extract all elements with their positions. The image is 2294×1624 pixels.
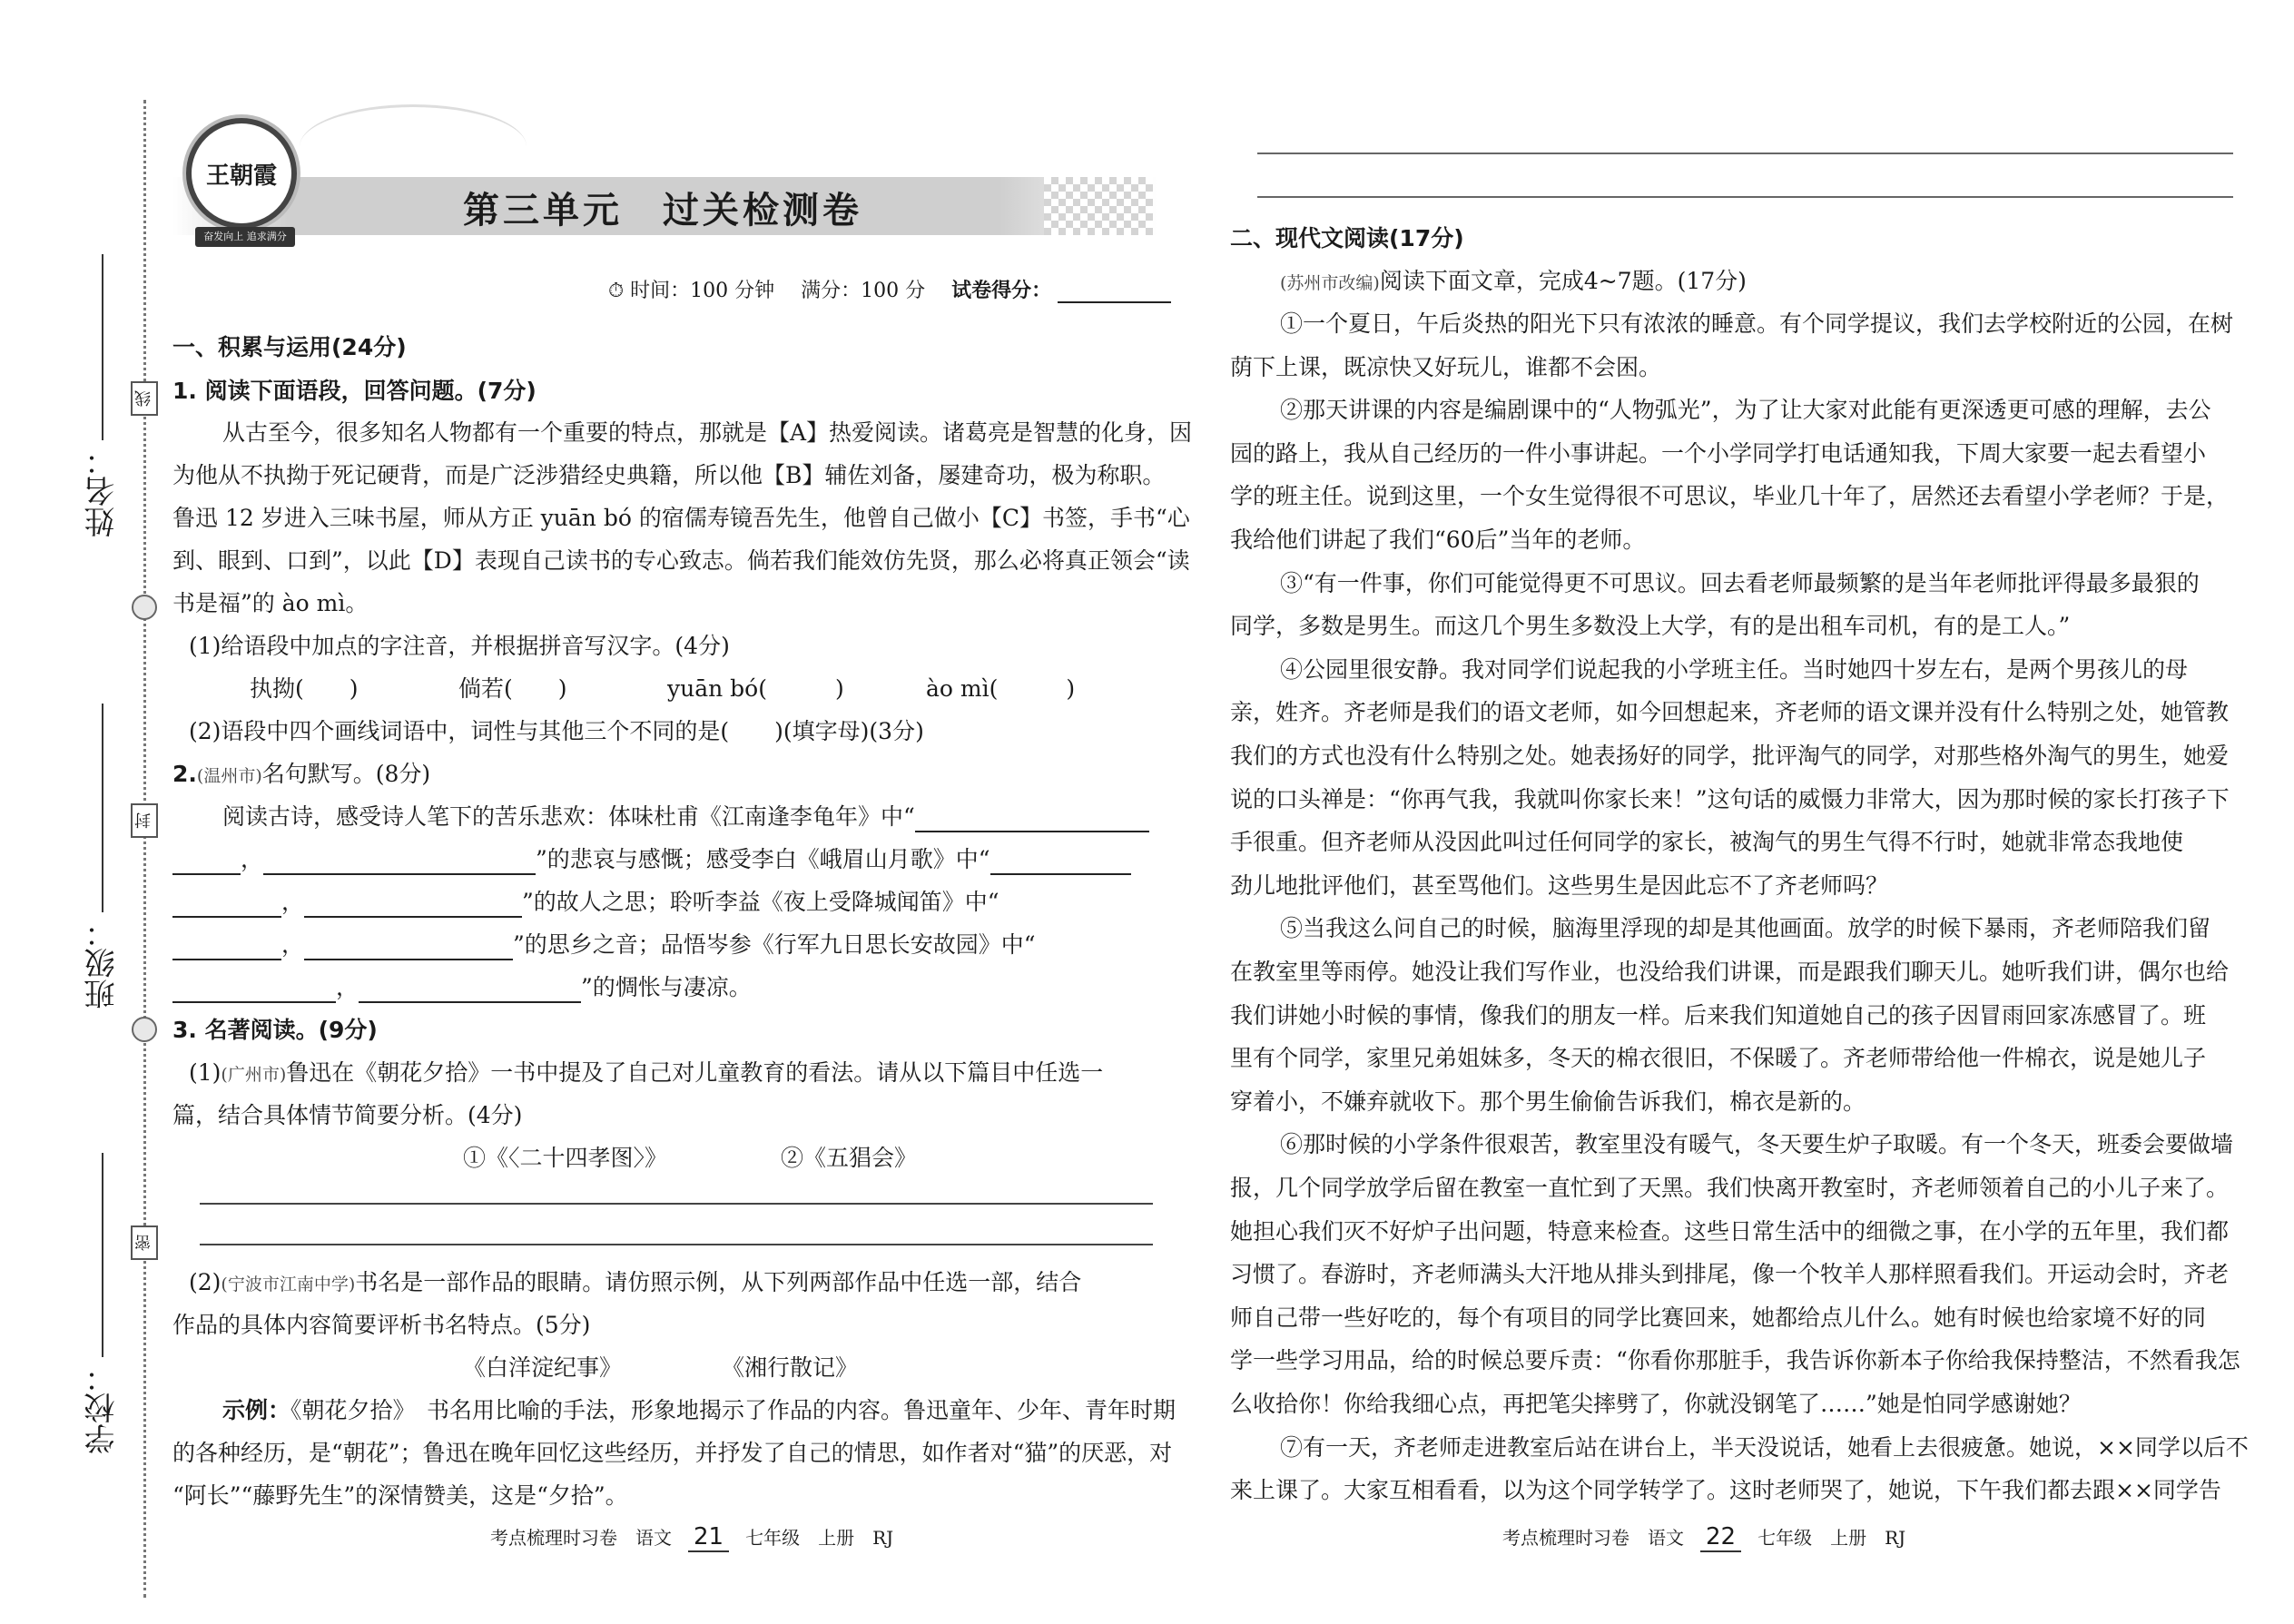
school-write-line[interactable]	[102, 1153, 103, 1357]
name-label: 姓名：	[84, 445, 121, 537]
passage-line: 学一些学习用品，给的时候总要斥责：“你看你那脏手，我告诉你新本子你给我保持整洁，不然看我怎	[1230, 1347, 2240, 1374]
page-number: 22	[1700, 1523, 1741, 1552]
passage-line: ②那天讲课的内容是编剧课中的“人物弧光”，为了让大家对此能有更深透更可感的理解，去公	[1280, 397, 2211, 424]
q1-para-line: 书是福”的 ào mì。	[172, 590, 369, 616]
answer-blank[interactable]	[304, 935, 513, 960]
passage-line: 穿着小，不嫌弃就收下。那个男生偷偷告诉我们，棉衣是新的。	[1230, 1088, 1866, 1115]
punch-hole-icon	[132, 595, 157, 620]
q2-line: ， ”的惆怅与凄凉。	[172, 972, 752, 1003]
passage-line: 习惯了。春游时，齐老师满头大汗地从排头到排尾，像一个牧羊人那样照看我们。开运动会时，齐老	[1230, 1261, 2230, 1288]
cut-line	[143, 100, 146, 1598]
q2-line: ， ”的故人之思；聆听李益《夜上受降城闻笛》中“	[172, 887, 999, 918]
answer-line[interactable]	[200, 1244, 1153, 1245]
passage-line: ③“有一件事，你们可能觉得更不可思议。回去看老师最频繁的是当年老师批评得最多最狠的	[1280, 569, 2200, 596]
answer-blank[interactable]	[172, 935, 281, 960]
answer-line[interactable]	[1257, 196, 2233, 198]
clock-icon: ⏱	[608, 280, 625, 302]
binding-margin	[0, 0, 159, 1624]
passage-line: ①一个夏日，午后炎热的阳光下只有浓浓的睡意。有个同学提议，我们去学校附近的公园，在树	[1280, 310, 2234, 337]
passage-line: 学的班主任。说到这里，一个女生觉得很不可思议，毕业几十年了，居然还去看望小学老师？于是，	[1230, 483, 2230, 510]
answer-line[interactable]	[200, 1203, 1153, 1205]
right-footer: 考点梳理时习卷 语文 22 七年级 上册 RJ	[1502, 1523, 1906, 1550]
q1-sub1-blank[interactable]: 执拗( )	[250, 675, 359, 702]
answer-blank[interactable]	[915, 807, 1149, 832]
passage-line: 劲儿地批评他们，甚至骂他们。这些男生是因此忘不了齐老师吗？	[1230, 871, 1889, 899]
full-score: 满分：100 分	[801, 280, 926, 302]
q3-sub2-cont: 作品的具体内容简要评析书名特点。(5分)	[172, 1312, 591, 1338]
passage-line: 报，几个同学放学后留在教室一直忙到了天黑。我们快离开教室时，齐老师领着自己的小儿子来了。	[1230, 1175, 2230, 1201]
answer-blank[interactable]	[172, 850, 241, 875]
q3-sub1-cont: 篇，结合具体情节简要分析。(4分)	[172, 1102, 523, 1128]
answer-blank[interactable]	[304, 892, 522, 918]
seal-char-feng: 封	[131, 803, 158, 838]
page-title: 第三单元 过关检测卷	[463, 190, 862, 231]
passage-line: ④公园里很安静。我对同学们说起我的小学班主任。当时她四十岁左右，是两个男孩儿的母	[1280, 655, 2189, 683]
brand-slogan: 奋发向上 追求满分	[195, 227, 295, 247]
exam-meta	[608, 275, 1171, 303]
name-write-line[interactable]	[102, 254, 103, 440]
q3-sub1: (1)(广州市)鲁迅在《朝花夕拾》一书中提及了自己对儿童教育的看法。请从以下篇目中任选一	[189, 1059, 1104, 1086]
class-label: 班级：	[84, 917, 121, 1009]
example-line: 的各种经历，是“朝花”；鲁迅在晚年回忆这些经历，并抒发了自己的情思，如作者对“猫”的厌恶，对	[172, 1440, 1173, 1466]
q3-option: ①《〈二十四孝图〉》	[463, 1145, 668, 1171]
q3-heading: 3. 名著阅读。(9分)	[172, 1017, 378, 1043]
passage-line: 手很重。但齐老师从没因此叫过任何同学的家长，被淘气的男生气得不行时，她就非常态我地使	[1230, 829, 2184, 856]
score-input[interactable]	[1058, 278, 1171, 303]
passage-line: 我们讲她小时候的事情，像我们的朋友一样。后来我们知道她自己的孩子因冒雨回家冻感冒了。班	[1230, 1001, 2207, 1029]
answer-blank[interactable]	[359, 978, 581, 1003]
school-label: 学校：	[84, 1362, 121, 1454]
answer-blank[interactable]	[172, 978, 336, 1003]
passage-line: ⑦有一天，齐老师走进教室后站在讲台上，半天没说话，她看上去很疲惫。她说，××同学以后不	[1280, 1433, 2249, 1461]
passage-line: 来上课了。大家互相看看，以为这个同学转学了。这时老师哭了，她说，下午我们都去跟××同学告	[1230, 1477, 2221, 1504]
q1-sub2: (2)语段中四个画线词语中，词性与其他三个不同的是( )(填字母)(3分)	[189, 718, 924, 744]
example-line: 示例：《朝花夕拾》 书名用比喻的手法，形象地揭示了作品的内容。鲁迅童年、少年、青年时期	[222, 1397, 1177, 1423]
seal-char-mi: 密	[131, 1225, 158, 1260]
page-number: 21	[688, 1523, 729, 1552]
brand-logo: 王朝霞	[186, 118, 297, 229]
answer-blank[interactable]	[172, 892, 281, 918]
q3-book-option: 《白洋淀纪事》	[463, 1354, 623, 1381]
example-line: “阿长”“藤野先生”的深情赞美，这是“夕拾”。	[172, 1482, 628, 1509]
left-footer: 考点梳理时习卷 语文 21 七年级 上册 RJ	[490, 1523, 894, 1550]
reading-intro: (苏州市改编)阅读下面文章，完成4~7题。(17分)	[1280, 268, 1747, 294]
q1-sub1-blank[interactable]: ào mì( )	[926, 675, 1076, 702]
q1-heading: 1. 阅读下面语段，回答问题。(7分)	[172, 378, 537, 404]
q1-sub1-blank[interactable]: 倘若( )	[458, 675, 567, 702]
answer-line[interactable]	[1257, 153, 2233, 154]
q2-line: ， ”的悲哀与感慨；感受李白《峨眉山月歌》中“	[172, 844, 1131, 875]
left-page	[172, 0, 1193, 1624]
q3-book-option: 《湘行散记》	[722, 1354, 859, 1381]
answer-blank[interactable]	[990, 850, 1131, 875]
passage-line: 园的路上，我从自己经历的一件小事讲起。一个小学同学打电话通知我，下周大家要一起去看望小	[1230, 439, 2207, 467]
section-1-title: 一、积累与运用(24分)	[172, 334, 407, 360]
q1-para-line: 鲁迅 12 岁进入三味书屋，师从方正 yuān bó 的宿儒寿镜吾先生，他曾自己做小【C】书签，手书“心	[172, 505, 1190, 531]
class-write-line[interactable]	[102, 704, 103, 912]
answer-blank[interactable]	[263, 850, 536, 875]
passage-line: 说的口头禅是：“你再气我，我就叫你家长来！”这句话的威慑力非常大，因为那时候的家长打孩子下	[1230, 785, 2230, 812]
q1-sub1-blank[interactable]: yuān bó( )	[667, 675, 844, 702]
passage-line: 我们的方式也没有什么特别之处。她表扬好的同学，批评淘气的同学，对那些格外淘气的男生，她爱	[1230, 743, 2230, 769]
passage-line: 我给他们讲起了我们“60后”当年的老师。	[1230, 527, 1646, 553]
section-2-title: 二、现代文阅读(17分)	[1230, 225, 1464, 251]
passage-line: 里有个同学，家里兄弟姐妹多，冬天的棉衣很旧，不保暖了。齐老师带给他一件棉衣，说是她儿子	[1230, 1045, 2207, 1072]
q2-line: 阅读古诗，感受诗人笔下的苦乐悲欢：体味杜甫《江南逢李龟年》中“	[222, 802, 1149, 832]
passage-line: 亲，姓齐。齐老师是我们的语文老师，如今回想起来，齐老师的语文课并没有什么特别之处，她管教	[1230, 699, 2230, 726]
passage-line: 么收拾你！你给我细心点，再把笔尖摔劈了，你就没钢笔了……”她是怕同学感谢她？	[1230, 1391, 2082, 1417]
score-label: 试卷得分：	[951, 280, 1052, 302]
passage-line: ⑤当我这么问自己的时候，脑海里浮现的却是其他画面。放学的时候下暴雨，齐老师陪我们留	[1280, 915, 2211, 942]
exam-time: 时间：100 分钟	[630, 280, 775, 302]
q1-para-line: 到、眼到、口到”，以此【D】表现自己读书的专心致志。倘若我们能效仿先贤，那么必将真正领会“读	[172, 547, 1190, 574]
q3-option: ②《五猖会》	[781, 1145, 918, 1171]
passage-line: ⑥那时候的小学条件很艰苦，教室里没有暖气，冬天要生炉子取暖。有一个冬天，班委会要做墙	[1280, 1131, 2234, 1158]
right-page	[1230, 0, 2249, 1624]
passage-line: 在教室里等雨停。她没让我们写作业，也没给我们讲课，而是跟我们聊天儿。她听我们讲，偶尔也给	[1230, 959, 2230, 985]
q1-para-line: 为他从不执拗于死记硬背，而是广泛涉猎经史典籍，所以他【B】辅佐刘备，屡建奇功，极为称职。	[172, 462, 1166, 488]
q1-para-line: 从古至今，很多知名人物都有一个重要的特点，那就是【A】热爱阅读。诸葛亮是智慧的化身，因	[222, 419, 1193, 446]
passage-line: 荫下上课，既凉快又好玩儿，谁都不会困。	[1230, 353, 1662, 380]
q2-heading: 2.(温州市)名句默写。(8分)	[172, 761, 431, 787]
passage-line: 同学，多数是男生。而这几个男生多数没上大学，有的是出租车司机，有的是工人。”	[1230, 613, 2071, 640]
checker-decoration	[1044, 177, 1153, 235]
passage-line: 师自己带一些好吃的，每个有项目的同学比赛回来，她都给点儿什么。她有时候也给家境不好的同	[1230, 1304, 2207, 1331]
q2-line: ， ”的思乡之音；品悟岑参《行军九日思长安故园》中“	[172, 930, 1036, 960]
q3-sub2: (2)(宁波市江南中学)书名是一部作品的眼睛。请仿照示例，从下列两部作品中任选一部，结合	[189, 1269, 1082, 1295]
punch-hole-icon	[132, 1017, 157, 1042]
passage-line: 她担心我们灭不好炉子出问题，特意来检查。这些日常生活中的细微之事，在小学的五年里，我们都	[1230, 1217, 2230, 1245]
q1-sub1: (1)给语段中加点的字注音，并根据拼音写汉字。(4分)	[189, 633, 730, 659]
seal-char-xian: 线	[131, 381, 158, 416]
